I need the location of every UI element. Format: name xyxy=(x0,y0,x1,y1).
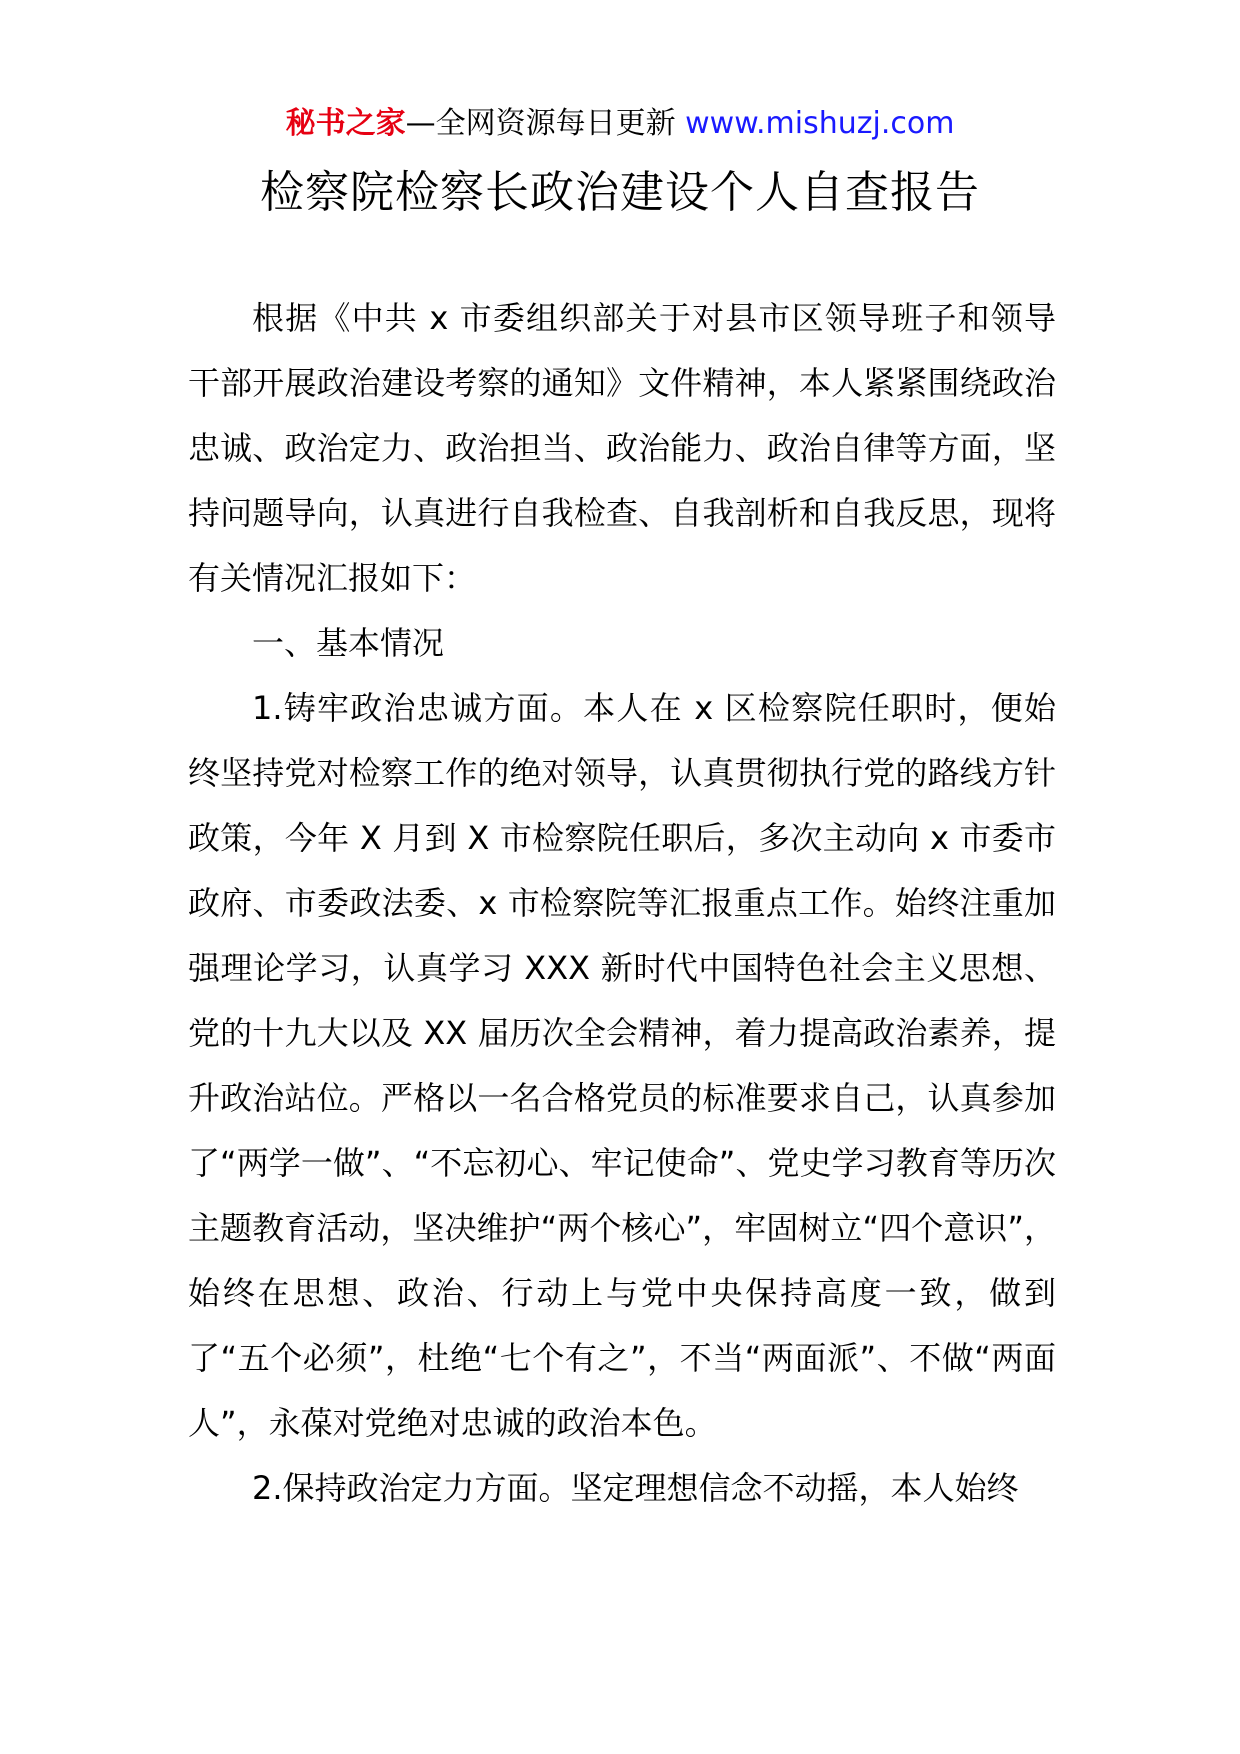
document-title: 检察院检察长政治建设个人自查报告 xyxy=(260,167,980,218)
paragraph-political-steadfastness: 2.保持政治定力方面。坚定理想信念不动摇，本人始终 xyxy=(252,1469,1019,1507)
paragraph-political-loyalty: 1.铸牢政治忠诚方面。本人在 x 区检察院任职时，便始终坚持党对检察工作的绝对领导，认真贯彻执行党的路线方针政策，今年 X 月到 X 市检察院任职后，多次主动向 x 市委市政府、市委政法委、x 市检察院等汇报重点工作。始终注重加强理论学习，认真学习 XXX 新时代中国特色社会主义思想、党的十九大以及 XX 届历次全会精神，着力提高政治素养，提升政治站位。严格以一名合格党员的标准要求自己，认真参加了“两学一做”、“不忘初心、牢记使命”、党史学习教育等历次主题教育活动，坚决维护“两个核心”，牢固树立“四个意识”，始终在思想、政治、行动上与党中央保持高度一致，做到了“五个必须”，杜绝“七个有之”，不当“两面派”、不做“两面人”，永葆对党绝对忠诚的政治本色。 xyxy=(188,689,1056,1442)
site-header xyxy=(0,104,1240,144)
site-brand: 秘书之家 xyxy=(285,106,406,141)
document-body xyxy=(188,286,1056,1521)
section-heading-basic-situation: 一、基本情况 xyxy=(252,624,445,662)
site-url-link[interactable]: www.mishuzj.com xyxy=(685,106,955,141)
intro-paragraph: 根据《中共 x 市委组织部关于对县市区领导班子和领导干部开展政治建设考察的通知》文件精神，本人紧紧围绕政治忠诚、政治定力、政治担当、政治能力、政治自律等方面，坚持问题导向，认真进行自我检查、自我剖析和自我反思，现将有关情况汇报如下： xyxy=(188,299,1056,597)
site-tagline: —全网资源每日更新 xyxy=(405,106,676,141)
